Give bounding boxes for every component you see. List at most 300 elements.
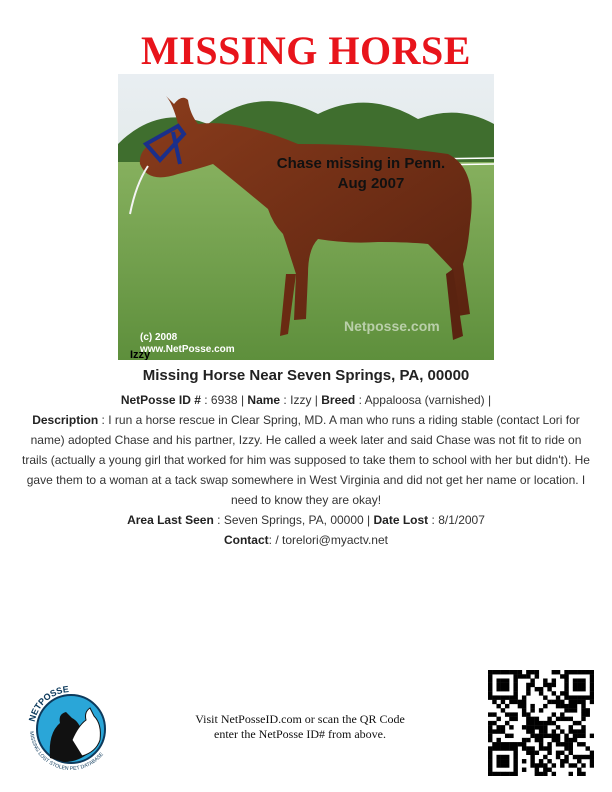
qr-module [535,763,539,767]
qr-module [564,742,568,746]
qr-module [543,683,547,687]
qr-module [509,772,513,776]
listing-details [20,390,592,550]
qr-module [501,763,505,767]
qr-module [501,683,505,687]
qr-module [492,712,496,716]
qr-module [496,683,500,687]
qr-module [539,746,543,750]
qr-module [556,751,560,755]
qr-module [577,678,581,682]
qr-module [535,670,539,674]
qr-module [509,746,513,750]
qr-module [505,670,509,674]
qr-module [581,742,585,746]
page-title: MISSING HORSE [141,28,471,73]
qr-module [581,729,585,733]
qr-module [522,746,526,750]
qr-module [564,704,568,708]
qr-module [552,763,556,767]
qr-module [522,759,526,763]
qr-module [488,670,492,674]
qr-module [488,712,492,716]
qr-module [505,687,509,691]
qr-module [564,674,568,678]
qr-module [539,742,543,746]
qr-module [526,751,530,755]
qr-module [556,742,560,746]
date-label: Date Lost [373,513,429,527]
area-label: Area Last Seen [127,513,214,527]
qr-module [560,712,564,716]
id-name-breed-line: NetPosse ID # : 6938 | Name : Izzy | Breed : Appaloosa (varnished) | [120,393,492,407]
id-label: NetPosse ID # [120,393,201,407]
qr-module [496,695,500,699]
qr-module [496,670,500,674]
qr-module [488,683,492,687]
qr-module [573,700,577,704]
qr-module [543,704,547,708]
qr-module [509,717,513,721]
qr-module [552,678,556,682]
description-block: Description : I run a horse rescue in Clear Spring, MD. A man who runs a riding stable (contact Lori for name) adopted Chase and his partner, Izzy. He called a week later and said Chase was not fit to ride on trails (actually a young girl that worked for him was supposed to take them to school with her but didn't). He gave them to a woman at a tack swap somewhere in West Virginia and did not get her name or location. I need to know they are okay! [22,413,590,507]
qr-module [513,772,517,776]
qr-module [543,746,547,750]
qr-module [539,772,543,776]
logo-top-text: NETPOSSE [26,684,70,723]
qr-module [488,725,492,729]
qr-module [501,746,505,750]
qr-module [535,734,539,738]
qr-module [581,755,585,759]
qr-module [501,700,505,704]
qr-module [569,670,573,674]
qr-module [577,772,581,776]
qr-module [522,704,526,708]
qr-module [590,687,594,691]
contact-line: Contact: / torelori@myactv.net [223,533,388,547]
qr-module [590,700,594,704]
qr-module [573,721,577,725]
qr-module [586,712,590,716]
qr-module [505,772,509,776]
qr-module [569,695,573,699]
qr-module [513,742,517,746]
qr-module [496,725,500,729]
description-value: I run a horse rescue in Clear Spring, MD. A man who runs a riding stable (contact Lori for name) adopted Chase and his partner, Izzy. He called a week later and said Chase was not fit to ride on trails (actually a young girl that worked for him was supposed to take them to school with her but didn't). He gave them to a woman at a tack swap somewhere in West Virginia and did not get her name or location. I need to know they are okay! [22,413,590,507]
qr-module [530,683,534,687]
copyright-watermark: (c) 2008 [140,332,178,343]
qr-module [488,751,492,755]
qr-module [526,746,530,750]
netposse-logo [20,678,122,780]
area-value: Seven Springs, PA, 00000 [223,513,364,527]
qr-module [513,691,517,695]
qr-module [501,729,505,733]
qr-module [488,772,492,776]
qr-module [505,763,509,767]
qr-module [513,751,517,755]
qr-module [564,670,568,674]
qr-module [522,708,526,712]
qr-module [509,700,513,704]
qr-module [535,768,539,772]
qr-module [496,755,500,759]
qr-module [552,734,556,738]
qr-module [547,759,551,763]
qr-module [560,704,564,708]
qr-module [581,708,585,712]
qr-module [496,746,500,750]
qr-module [547,742,551,746]
qr-module [522,674,526,678]
date-value: 8/1/2007 [438,513,485,527]
qr-module [513,683,517,687]
qr-module [526,691,530,695]
photo-caption [118,154,494,194]
qr-module [509,712,513,716]
qr-module [501,670,505,674]
qr-module [513,695,517,699]
qr-module [560,742,564,746]
qr-module [488,763,492,767]
qr-module [535,772,539,776]
qr-module [577,687,581,691]
qr-module [564,734,568,738]
breed-value: Appaloosa (varnished) [364,393,485,407]
qr-module [539,734,543,738]
qr-module [496,763,500,767]
qr-module [535,721,539,725]
qr-module [488,695,492,699]
qr-module [543,763,547,767]
qr-module [501,755,505,759]
qr-module [522,725,526,729]
qr-module [573,763,577,767]
qr-module [513,763,517,767]
qr-module [488,759,492,763]
qr-module [569,746,573,750]
qr-module [488,734,492,738]
qr-module [492,670,496,674]
qr-module [590,695,594,699]
qr-module [496,742,500,746]
qr-module [573,687,577,691]
qr-module [590,734,594,738]
qr-module [547,721,551,725]
qr-module [543,678,547,682]
qr-module [586,755,590,759]
qr-module [590,691,594,695]
qr-module [552,691,556,695]
qr-module [501,678,505,682]
qr-module [552,670,556,674]
qr-module [526,687,530,691]
qr-module [560,759,564,763]
logo-bottom-text: MISSING LOST STOLEN PET DATABASE [28,731,105,773]
qr-module [535,687,539,691]
qr-module [501,708,505,712]
qr-module [543,755,547,759]
qr-module [513,700,517,704]
qr-module [505,742,509,746]
qr-module [513,755,517,759]
qr-module [547,746,551,750]
qr-module [569,700,573,704]
footer [0,668,612,792]
qr-module [556,755,560,759]
qr-module [543,721,547,725]
qr-module [530,670,534,674]
qr-module [564,683,568,687]
qr-module [577,742,581,746]
qr-module [513,674,517,678]
breed-label: Breed [321,393,356,407]
qr-module [581,700,585,704]
qr-module [530,751,534,755]
qr-module [492,742,496,746]
qr-module [577,670,581,674]
qr-module [573,755,577,759]
qr-module [581,687,585,691]
qr-module [569,751,573,755]
qr-module [577,755,581,759]
qr-module [513,759,517,763]
qr-module [564,678,568,682]
qr-module [547,700,551,704]
qr-module [526,683,530,687]
qr-module [552,700,556,704]
qr-module [535,738,539,742]
qr-module [543,734,547,738]
qr-module [513,768,517,772]
qr-module [501,772,505,776]
qr-module [530,678,534,682]
qr-module [518,670,522,674]
qr-module [577,695,581,699]
qr-module [543,729,547,733]
qr-module [513,717,517,721]
qr-module [560,751,564,755]
qr-module [564,708,568,712]
qr-module [522,712,526,716]
qr-module [543,768,547,772]
qr-module [560,717,564,721]
qr-module [505,759,509,763]
qr-module [526,738,530,742]
qr-module [556,695,560,699]
qr-module [496,729,500,733]
qr-module [488,768,492,772]
qr-module [509,742,513,746]
qr-module [586,670,590,674]
qr-module [522,738,526,742]
qr-module [581,712,585,716]
qr-module [488,678,492,682]
qr-module [573,738,577,742]
qr-module [488,691,492,695]
qr-module [581,763,585,767]
horse-photo [118,74,494,360]
qr-module [518,742,522,746]
name-value: Izzy [290,393,312,407]
qr-module [505,755,509,759]
qr-module [577,768,581,772]
qr-module [577,759,581,763]
site-watermark: www.NetPosse.com [140,344,235,355]
qr-module [496,738,500,742]
qr-module [530,734,534,738]
qr-module [522,700,526,704]
qr-module [586,695,590,699]
qr-module [564,687,568,691]
qr-module [560,674,564,678]
qr-module [590,670,594,674]
qr-module [590,755,594,759]
qr-module [573,708,577,712]
qr-module [577,683,581,687]
qr-module [488,721,492,725]
id-value: 6938 [210,393,238,407]
qr-module [505,683,509,687]
qr-module [569,725,573,729]
qr-module [530,708,534,712]
qr-module [556,734,560,738]
qr-module [590,759,594,763]
qr-module [581,704,585,708]
qr-module [509,695,513,699]
qr-module [530,717,534,721]
qr-module [573,678,577,682]
qr-module [539,759,543,763]
qr-module [530,721,534,725]
photo-caption-line1: Chase missing in Penn. [276,155,446,172]
qr-module [530,759,534,763]
photo-caption-line2: Aug 2007 [337,175,405,192]
qr-module [501,695,505,699]
qr-module [492,695,496,699]
qr-module [573,704,577,708]
qr-module [552,683,556,687]
qr-module [573,729,577,733]
qr-module [488,746,492,750]
qr-module [530,763,534,767]
qr-module [573,695,577,699]
qr-module [590,763,594,767]
qr-module [569,717,573,721]
qr-module [505,712,509,716]
qr-module [552,729,556,733]
qr-module [526,712,530,716]
qr-module [586,708,590,712]
contact-value: / torelori@myactv.net [275,533,388,547]
qr-module [501,742,505,746]
listing-headline: Missing Horse Near Seven Springs, PA, 00000 [142,367,470,384]
qr-module [581,678,585,682]
qr-module [522,742,526,746]
qr-module [590,751,594,755]
qr-module [513,746,517,750]
qr-module [492,746,496,750]
qr-module [513,670,517,674]
qr-code[interactable] [488,670,594,776]
qr-module [535,674,539,678]
name-tag: Izzy [130,349,151,360]
qr-module [526,674,530,678]
qr-module [505,734,509,738]
qr-module [530,725,534,729]
qr-module [492,721,496,725]
qr-module [586,746,590,750]
qr-module [513,687,517,691]
qr-module [492,772,496,776]
qr-module [535,725,539,729]
qr-module [530,704,534,708]
qr-module [590,683,594,687]
qr-module [547,734,551,738]
qr-module [539,729,543,733]
qr-module [581,772,585,776]
qr-module [496,772,500,776]
area-date-line: Area Last Seen : Seven Springs, PA, 00000 | Date Lost : 8/1/2007 [127,513,485,527]
qr-module [488,674,492,678]
qr-module [526,717,530,721]
qr-module [590,674,594,678]
qr-module [556,670,560,674]
qr-module [577,721,581,725]
qr-module [573,670,577,674]
qr-module [522,768,526,772]
qr-module [564,738,568,742]
qr-module [496,687,500,691]
qr-module [530,729,534,733]
qr-module [526,729,530,733]
qr-module [535,717,539,721]
qr-module [564,746,568,750]
qr-module [505,721,509,725]
qr-module [496,678,500,682]
qr-module [509,725,513,729]
qr-module [543,695,547,699]
qr-module [535,751,539,755]
qr-module [496,717,500,721]
qr-module [552,772,556,776]
qr-module [488,687,492,691]
qr-module [543,772,547,776]
qr-module [543,725,547,729]
qr-module [530,755,534,759]
qr-module [569,742,573,746]
qr-module [560,729,564,733]
qr-module [560,763,564,767]
qr-module [581,670,585,674]
qr-module [564,717,568,721]
qr-module [526,721,530,725]
qr-module [573,683,577,687]
qr-module [581,683,585,687]
qr-module [581,695,585,699]
qr-module [547,687,551,691]
qr-module [530,746,534,750]
qr-module [509,670,513,674]
qr-module [547,751,551,755]
qr-module [526,725,530,729]
qr-module [564,691,568,695]
qr-module [526,670,530,674]
qr-module [552,721,556,725]
qr-module [556,700,560,704]
qr-module [539,708,543,712]
